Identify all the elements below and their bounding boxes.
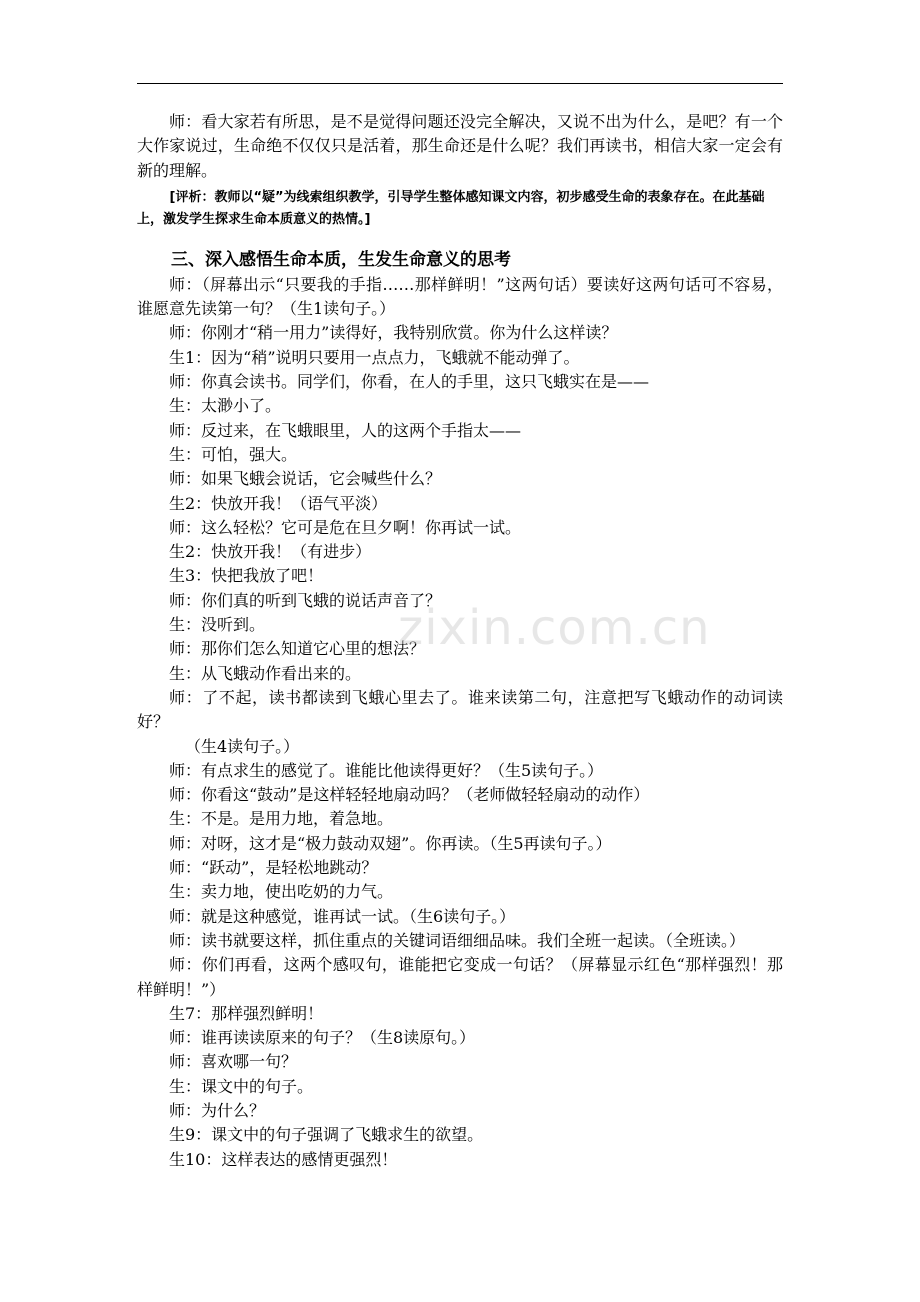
dialogue-line: 师：你看这“鼓动”是这样轻轻地扇动吗？（老师做轻轻扇动的动作） xyxy=(169,785,650,805)
dialogue-line: 师：这么轻松？它可是危在旦夕啊！你再试一试。 xyxy=(169,517,522,537)
dialogue-line: 师：“跃动”，是轻松地跳动？ xyxy=(169,858,378,878)
dialogue-line: 生9：课文中的句子强调了飞蛾求生的欲望。 xyxy=(169,1125,484,1145)
dialogue-line: 师：如果飞蛾会说话，它会喊些什么？ xyxy=(169,469,442,489)
dialogue-line: 生3：快把我放了吧！ xyxy=(169,566,324,586)
dialogue-line: 生：从飞蛾动作看出来的。 xyxy=(169,663,362,683)
dialogue-line: 生：太渺小了。 xyxy=(169,396,282,416)
dialogue-line: 生10：这样表达的感情更强烈！ xyxy=(169,1149,398,1169)
dialogue-line: 师：那你们怎么知道它心里的想法？ xyxy=(169,639,426,659)
dialogue-line: 师：为什么？ xyxy=(169,1100,266,1120)
dialogue-line: 生：没听到。 xyxy=(169,615,266,635)
dialogue-line: 师：有点求生的感觉了。谁能比他读得更好？（生5读句子。） xyxy=(169,760,604,780)
dialogue-line: 师：喜欢哪一句？ xyxy=(169,1052,298,1072)
dialogue-line: 生：可怕，强大。 xyxy=(169,444,298,464)
dialogue-line: 师：就是这种感觉，谁再试一试。（生6读句子。） xyxy=(169,906,516,926)
dialogue-line: 师：了不起，读书都读到飞蛾心里去了。谁来读第二句，注意把写飞蛾动作的动词读好？ xyxy=(137,687,783,732)
dialogue-line: 生：卖力地，使出吃奶的力气。 xyxy=(169,882,394,902)
watermark: zixin.com.cn xyxy=(398,600,711,656)
dialogue-line: 师：对呀，这才是“极力鼓动双翅”。你再读。（生5再读句子。） xyxy=(169,833,612,853)
dialogue-line: 师：读书就要这样，抓住重点的关键词语细细品味。我们全班一起读。（全班读。） xyxy=(169,930,746,950)
paragraph: 师：看大家若有所思，是不是觉得问题还没完全解决，又说不出为什么，是吧？有一个大作家说过，生命绝不仅仅只是活着，那生命还是什么呢？我们再读书，相信大家一定会有新的理解。 xyxy=(137,112,783,180)
dialogue-line: 生7：那样强烈鲜明！ xyxy=(169,1003,324,1023)
dialogue-line: 生1：因为“稍”说明只要用一点点力，飞蛾就不能动弹了。 xyxy=(169,347,580,367)
dialogue-line: 师：谁再读读原来的句子？（生8读原句。） xyxy=(169,1028,476,1048)
section-heading: 三、深入感悟生命本质，生发生命意义的思考 xyxy=(171,249,511,270)
stage-direction: （生4读句子。） xyxy=(185,736,300,756)
dialogue-line: 师：你们真的听到飞蛾的说话声音了？ xyxy=(169,590,442,610)
dialogue-line: 生2：快放开我！（有进步） xyxy=(169,542,372,562)
header-rule xyxy=(137,83,783,84)
dialogue-line: 生：不是。是用力地，着急地。 xyxy=(169,809,394,829)
dialogue-line: 生：课文中的句子。 xyxy=(169,1076,314,1096)
document-body xyxy=(137,110,783,1172)
dialogue-line: 生2：快放开我！（语气平淡） xyxy=(169,493,388,513)
dialogue-line: 师：（屏幕出示“只要我的手指……那样鲜明！”这两句话）要读好这两句话可不容易，谁愿意先读第一句？（生1读句子。） xyxy=(137,274,783,319)
dialogue-line: 师：你刚才“稍一用力”读得好，我特别欣赏。你为什么这样读？ xyxy=(169,323,618,343)
dialogue-line: 师：你真会读书。同学们，你看，在人的手里，这只飞蛾实在是—— xyxy=(169,372,650,392)
dialogue-line: 师：反过来，在飞蛾眼里，人的这两个手指太—— xyxy=(169,420,522,440)
dialogue-line: 师：你们再看，这两个感叹句，谁能把它变成一句话？（屏幕显示红色“那样强烈！那样鲜明！”） xyxy=(137,955,783,999)
commentary-note: [评析：教师以“疑”为线索组织教学，引导学生整体感知课文内容，初步感受生命的表象存在。在此基础上，激发学生探求生命本质意义的热情。] xyxy=(137,189,765,227)
